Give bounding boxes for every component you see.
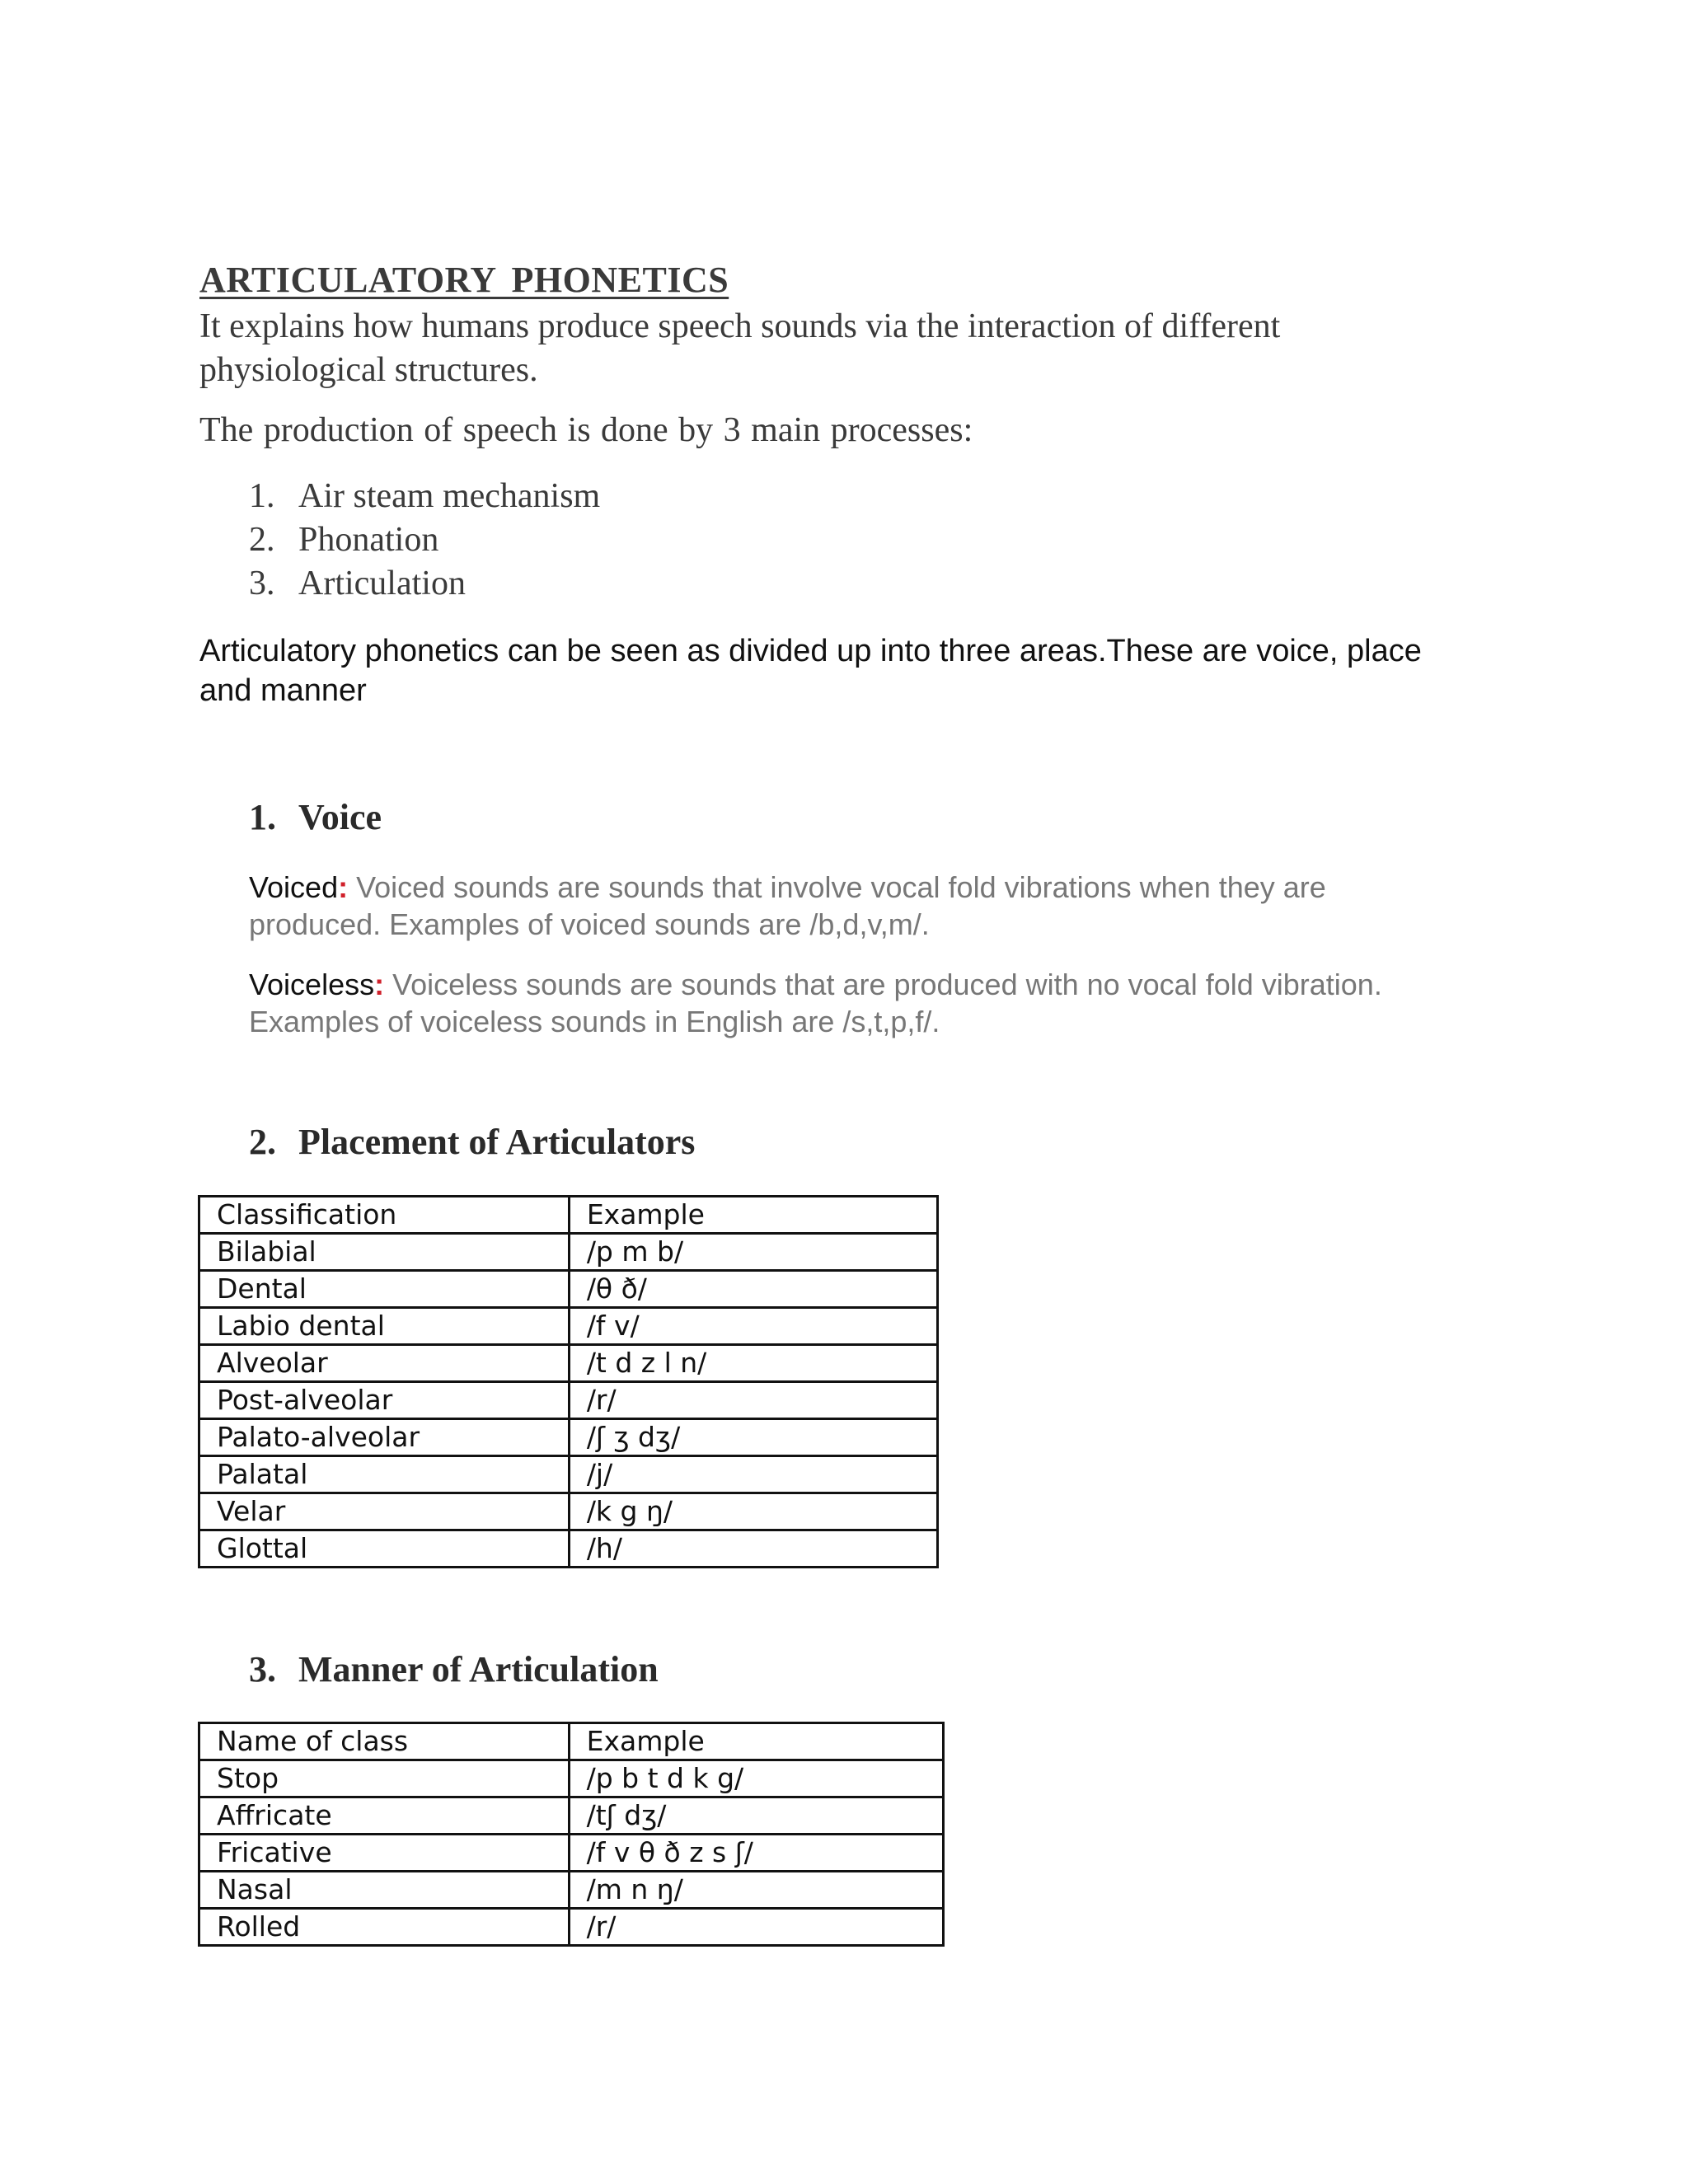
table-row — [199, 1872, 944, 1909]
table-cell: /r/ — [569, 1909, 943, 1946]
table-header-cell: Example — [569, 1197, 937, 1234]
table-cell: /p m b/ — [569, 1234, 937, 1271]
list-text: Articulation — [298, 565, 466, 602]
placement-table — [198, 1195, 939, 1568]
table-cell: Bilabial — [199, 1234, 570, 1271]
table-row — [199, 1530, 938, 1568]
list-text: Air steam mechanism — [298, 477, 601, 515]
list-number: 3. — [249, 565, 275, 602]
table-cell: /h/ — [569, 1530, 937, 1568]
table-cell: /j/ — [569, 1456, 937, 1493]
voiced-colon: : — [338, 870, 349, 904]
table-header-cell: Name of class — [199, 1723, 570, 1760]
table-cell: Dental — [199, 1271, 570, 1308]
voice-heading — [249, 796, 382, 838]
table-row — [199, 1345, 938, 1382]
voiceless-text: Voiceless sounds are sounds that are produced with no vocal fold vibration. Examples of voiceless sounds in English are /s,t,p,f/. — [249, 968, 1382, 1038]
section-title: Manner of Articulation — [298, 1649, 659, 1690]
table-cell: /θ ð/ — [569, 1271, 937, 1308]
voiceless-definition — [249, 966, 1436, 1040]
table-cell: /ʃ ʒ dʒ/ — [569, 1419, 937, 1456]
table-header-cell: Classification — [199, 1197, 570, 1234]
table-cell: Palato-alveolar — [199, 1419, 570, 1456]
manner-table — [198, 1722, 945, 1947]
page-title: ARTICULATORY PHONETICS — [199, 260, 729, 300]
table-cell: /t d z l n/ — [569, 1345, 937, 1382]
list-item — [249, 518, 600, 562]
table-row — [199, 1835, 944, 1872]
intro-paragraph: It explains how humans produce speech sounds via the interaction of different physiological structures. — [199, 307, 1281, 389]
table-row — [199, 1308, 938, 1345]
areas-paragraph: Articulatory phonetics can be seen as divided up into three areas.These are voice, place and manner — [199, 634, 1422, 708]
table-row — [199, 1493, 938, 1530]
table-row — [199, 1382, 938, 1419]
table-cell: Labio dental — [199, 1308, 570, 1345]
table-header-row — [199, 1197, 938, 1234]
table-row — [199, 1456, 938, 1493]
table-cell: /f v/ — [569, 1308, 937, 1345]
list-item — [249, 562, 600, 606]
table-cell: /p b t d k g/ — [569, 1760, 943, 1797]
table-cell: /k g ŋ/ — [569, 1493, 937, 1530]
table-cell: Post-alveolar — [199, 1382, 570, 1419]
table-header-row — [199, 1723, 944, 1760]
voiceless-colon: : — [374, 968, 385, 1001]
voiced-definition — [249, 869, 1436, 943]
table-cell: /r/ — [569, 1382, 937, 1419]
list-number: 2. — [249, 521, 275, 559]
table-header-cell: Example — [569, 1723, 943, 1760]
table-cell: Fricative — [199, 1835, 570, 1872]
voiceless-term: Voiceless — [249, 968, 375, 1001]
manner-heading — [249, 1648, 659, 1690]
table-cell: Palatal — [199, 1456, 570, 1493]
table-cell: /m n ŋ/ — [569, 1872, 943, 1909]
table-cell: Nasal — [199, 1872, 570, 1909]
table-cell: Glottal — [199, 1530, 570, 1568]
table-row — [199, 1419, 938, 1456]
list-number: 1. — [249, 477, 275, 515]
placement-heading — [249, 1121, 695, 1163]
list-item — [249, 475, 600, 518]
table-row — [199, 1234, 938, 1271]
section-title: Voice — [298, 797, 382, 837]
section-number: 2. — [249, 1122, 276, 1162]
table-cell: /f v θ ð z s ʃ/ — [569, 1835, 943, 1872]
table-row — [199, 1909, 944, 1946]
table-row — [199, 1760, 944, 1797]
processes-list — [249, 475, 600, 606]
voiced-text: Voiced sounds are sounds that involve vocal fold vibrations when they are produced. Examples of voiced sounds are /b,d,v,m/. — [249, 870, 1326, 941]
section-number: 3. — [249, 1649, 276, 1690]
table-cell: Velar — [199, 1493, 570, 1530]
table-cell: Affricate — [199, 1797, 570, 1835]
section-title: Placement of Articulators — [298, 1122, 696, 1162]
table-cell: /tʃ dʒ/ — [569, 1797, 943, 1835]
section-number: 1. — [249, 797, 276, 837]
voiced-term: Voiced — [249, 870, 339, 904]
table-row — [199, 1797, 944, 1835]
table-cell: Alveolar — [199, 1345, 570, 1382]
table-cell: Rolled — [199, 1909, 570, 1946]
table-row — [199, 1271, 938, 1308]
list-text: Phonation — [298, 521, 439, 559]
table-cell: Stop — [199, 1760, 570, 1797]
processes-intro: The production of speech is done by 3 main processes: — [199, 411, 973, 449]
